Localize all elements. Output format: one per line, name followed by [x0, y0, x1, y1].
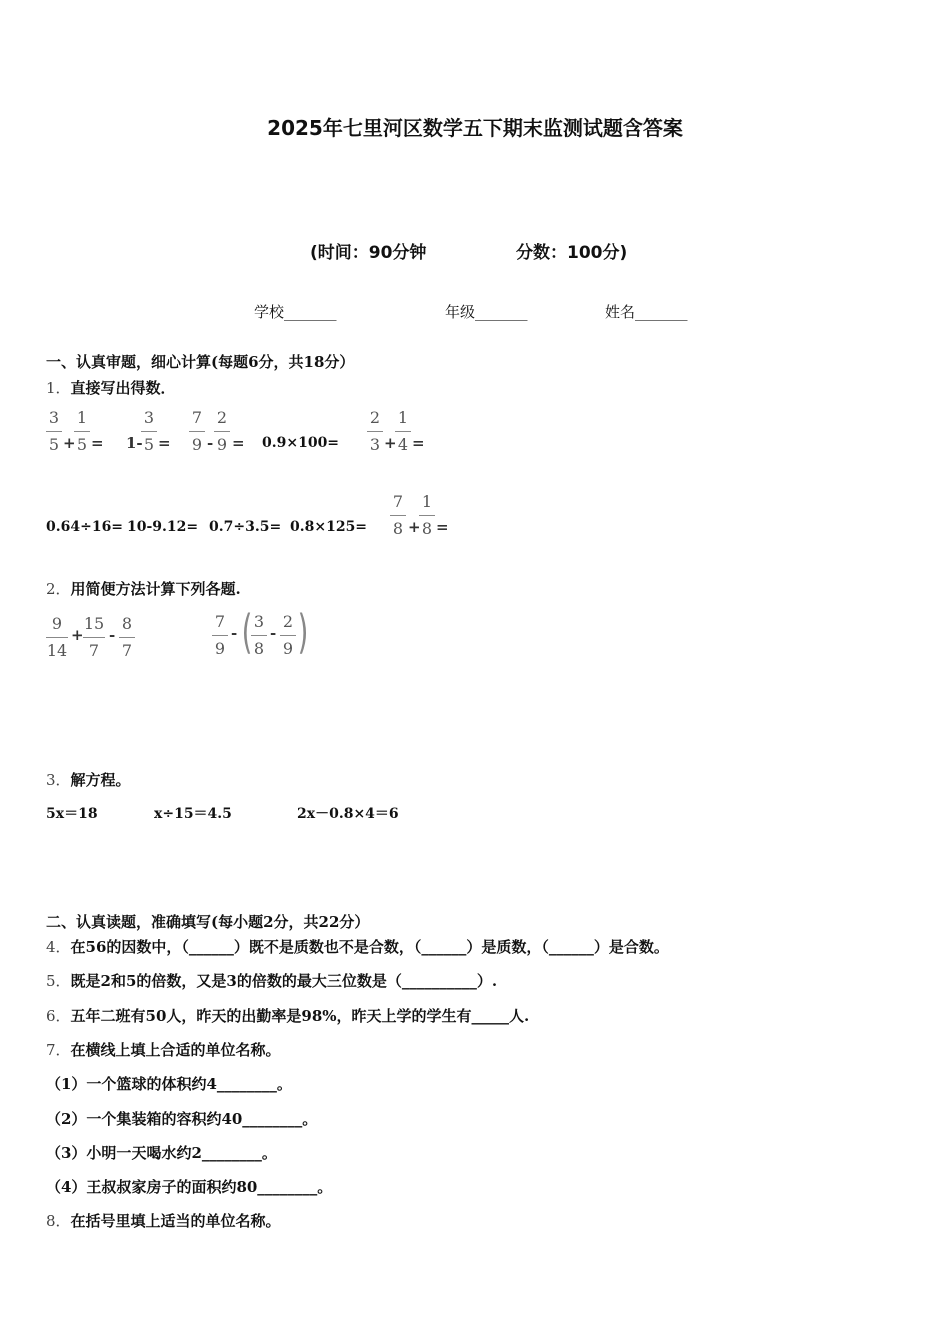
minus-sign: -: [270, 624, 277, 642]
fraction: 15 7: [83, 614, 105, 660]
left-paren: (: [241, 605, 253, 659]
q7-item-2: （2）一个集装箱的容积约40________。: [46, 1110, 318, 1128]
name-field: 姓名_______: [605, 303, 688, 321]
question-2: [46, 578, 241, 599]
fraction: 2 9: [214, 407, 230, 456]
minus-sign: -: [207, 434, 214, 452]
one-minus: 1-: [126, 434, 143, 452]
fraction: 2 3: [367, 407, 383, 456]
question-number: 5．: [46, 972, 71, 990]
equals-sign: =: [158, 434, 171, 452]
equals-sign: =: [412, 434, 425, 452]
plus-sign: +: [384, 434, 397, 452]
q7-item-4: （4）王叔叔家房子的面积约80________。: [46, 1178, 333, 1196]
question-text: 在括号里填上适当的单位名称。: [70, 1212, 281, 1230]
question-text: 解方程。: [70, 771, 131, 789]
question-text: 既是2和5的倍数，又是3的倍数的最大三位数是（__________）.: [70, 972, 498, 990]
question-text: 用简便方法计算下列各题.: [70, 580, 241, 598]
question-text: 直接写出得数．: [70, 379, 176, 397]
question-3: [46, 769, 131, 790]
equals-sign: =: [436, 518, 449, 536]
fraction: 8 7: [119, 613, 135, 662]
fraction: 1 5: [74, 407, 90, 456]
minus-sign: -: [231, 624, 238, 642]
question-8: [46, 1210, 281, 1231]
fraction: 2 9: [280, 611, 296, 660]
exam-score: 分数：100分): [516, 243, 628, 263]
fraction: 1 8: [419, 491, 435, 540]
q1-row2-expr1: 0.64÷16=: [46, 519, 124, 535]
plus-sign: +: [408, 518, 421, 536]
section1-heading: 一、认真审题，细心计算(每题6分，共18分）: [46, 353, 355, 371]
question-number: 4．: [46, 938, 71, 956]
equals-sign: =: [91, 434, 104, 452]
question-number: 1．: [46, 379, 71, 397]
fraction: 3 5: [141, 407, 157, 456]
question-number: 2．: [46, 580, 71, 598]
question-number: 6．: [46, 1007, 71, 1025]
fraction: 7 9: [212, 611, 228, 660]
q3-equation-2: x÷15＝4.5: [154, 806, 232, 822]
q1-row2-expr4: 0.8×125=: [290, 519, 368, 535]
question-7: [46, 1039, 281, 1060]
fraction: 3 8: [251, 611, 267, 660]
q1-row2-expr3: 0.7÷3.5=: [209, 519, 282, 535]
equals-sign: =: [232, 434, 245, 452]
exam-time: (时间：90分钟: [310, 243, 427, 263]
question-4: [46, 936, 669, 957]
school-field: 学校_______: [254, 303, 337, 321]
plus-sign: +: [63, 434, 76, 452]
q3-equation-1: 5x＝18: [46, 806, 98, 822]
fraction: 1 4: [395, 407, 411, 456]
fraction: 7 8: [390, 491, 406, 540]
question-6: [46, 1005, 529, 1026]
question-1: [46, 377, 176, 398]
q3-equation-3: 2x－0.8×4＝6: [297, 806, 399, 822]
fraction: 3 5: [46, 407, 62, 456]
q7-item-1: （1）一个篮球的体积约4________。: [46, 1075, 292, 1093]
fraction: 9 14: [46, 614, 68, 660]
right-paren: ): [297, 605, 309, 659]
document-title: 2025年七里河区数学五下期末监测试题含答案: [267, 116, 683, 140]
plus-sign: +: [71, 626, 84, 644]
q7-item-3: （3）小明一天喝水约2________。: [46, 1144, 277, 1162]
fraction: 7 9: [189, 407, 205, 456]
question-text: 在横线上填上合适的单位名称。: [70, 1041, 281, 1059]
section2-heading: 二、认真读题，准确填写(每小题2分，共22分）: [46, 913, 370, 931]
question-text: 五年二班有50人，昨天的出勤率是98%，昨天上学的学生有_____人.: [70, 1007, 530, 1025]
q1-row1-expr4: 0.9×100=: [262, 435, 340, 451]
question-text: 在56的因数中，（______）既不是质数也不是合数，（______）是质数，（______）是合数。: [70, 938, 669, 956]
question-number: 3．: [46, 771, 71, 789]
question-5: [46, 970, 497, 991]
q1-row2-expr2: 10-9.12=: [127, 519, 199, 535]
grade-field: 年级_______: [445, 303, 528, 321]
question-number: 8．: [46, 1212, 71, 1230]
question-number: 7．: [46, 1041, 71, 1059]
minus-sign: -: [109, 626, 116, 644]
